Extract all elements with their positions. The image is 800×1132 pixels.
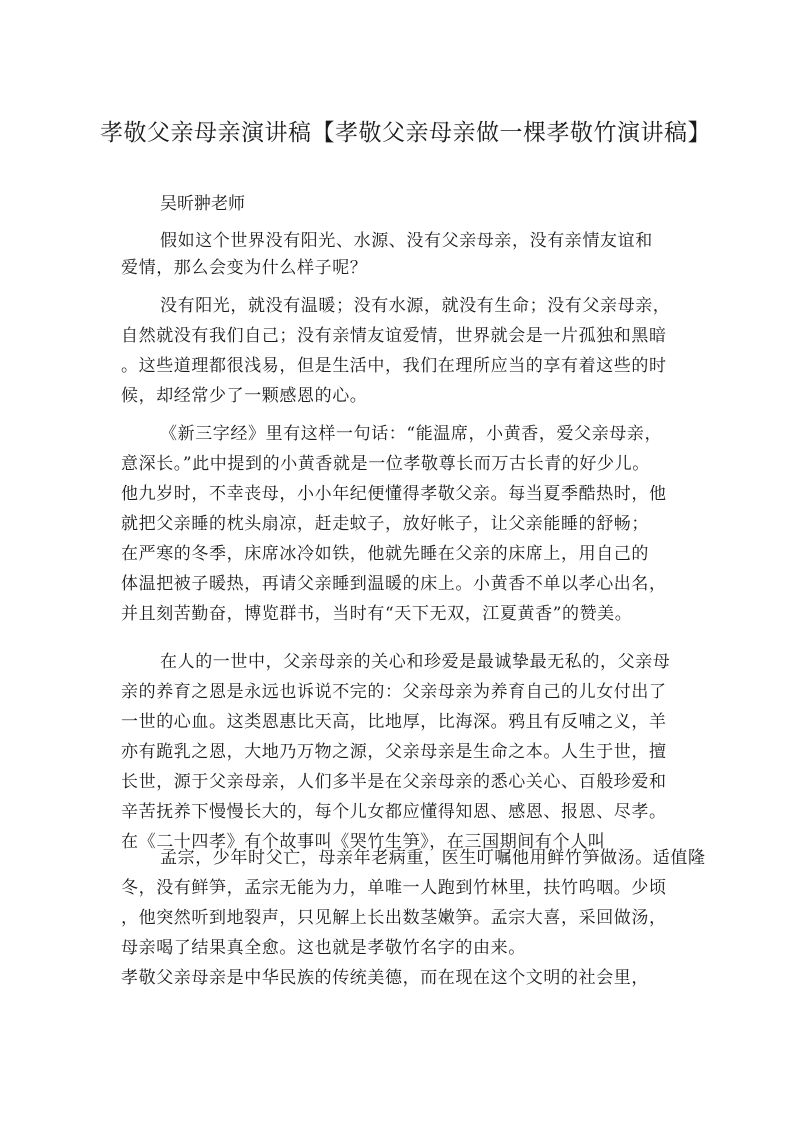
body-line: 母亲喝了结果真全愈。这也就是孝敬竹名字的由来。 <box>121 938 526 958</box>
body-line: 就把父亲睡的枕头扇凉，赶走蚊子，放好帐子，让父亲能睡的舒畅； <box>121 514 649 534</box>
body-line: 亲的养育之恩是永远也诉说不完的：父亲母亲为养育自己的儿女付出了 <box>121 682 667 702</box>
body-line: 在人的一世中，父亲母亲的关心和珍爱是最诚挚最无私的，父亲母 <box>160 652 671 672</box>
body-line: 他九岁时，不幸丧母，小小年纪便懂得孝敬父亲。每当夏季酷热时，他 <box>121 484 667 504</box>
body-line: 辛苦抚养下慢慢长大的，每个儿女都应懂得知恩、感恩、报恩、尽孝。 <box>121 802 667 822</box>
body-line: 并且刻苦勤奋，博览群书，当时有“天下无双，江夏黄香”的赞美。 <box>121 604 633 624</box>
body-line: 在严寒的冬季，床席冰冷如铁，他就先睡在父亲的床席上，用自己的 <box>121 544 649 564</box>
body-line: 亦有跪乳之恩，大地乃万物之源，父亲母亲是生命之本。人生于世，擅 <box>121 742 667 762</box>
body-line: 长世，源于父亲母亲，人们多半是在父亲母亲的悉心关心、百般珍爱和 <box>121 772 667 792</box>
body-line: 自然就没有我们自己；没有亲情友谊爱情，世界就会是一片孤独和黑暗 <box>121 326 667 346</box>
body-line: 没有阳光，就没有温暖；没有水源，就没有生命；没有父亲母亲， <box>160 296 671 316</box>
body-line: 。这些道理都很浅易，但是生活中，我们在理所应当的享有着这些的时 <box>121 356 667 376</box>
body-line: 在《二十四孝》有个故事叫《哭竹生笋》，在三国期间有个人叫 <box>121 832 606 852</box>
body-line: 孟宗，少年时父亡，母亲年老病重，医生叮嘱他用鲜竹笋做汤。适值隆 <box>160 848 706 868</box>
body-line: 《新三字经》里有这样一句话：“能温席，小黄香，爱父亲母亲， <box>160 424 663 444</box>
body-line: 候，却经常少了一颗感恩的心。 <box>121 386 368 406</box>
body-line: 假如这个世界没有阳光、水源、没有父亲母亲，没有亲情友谊和 <box>160 231 653 251</box>
body-line: 爱情，那么会变为什么样子呢？ <box>121 258 368 278</box>
body-line: ，他突然听到地裂声，只见解上长出数茎嫩笋。孟宗大喜，采回做汤， <box>121 908 667 928</box>
document-title: 孝敬父亲母亲演讲稿【孝敬父亲母亲做一棵孝敬竹演讲稿】 <box>100 120 711 146</box>
body-line: 冬，没有鲜笋，孟宗无能为力，单唯一人跑到竹林里，扶竹呜咽。少顷 <box>121 878 667 898</box>
body-line: 体温把被子暖热，再请父亲睡到温暖的床上。小黄香不单以孝心出名， <box>121 574 667 594</box>
body-line: 孝敬父亲母亲是中华民族的传统美德，而在现在这个文明的社会里， <box>121 968 649 988</box>
body-line: 意深长。”此中提到的小黄香就是一位孝敬尊长而万古长青的好少儿。 <box>121 454 650 474</box>
author-name: 吴昕翀老师 <box>160 194 245 214</box>
body-line: 一世的心血。这类恩惠比天高，比地厚，比海深。鸦且有反哺之义，羊 <box>121 712 667 732</box>
